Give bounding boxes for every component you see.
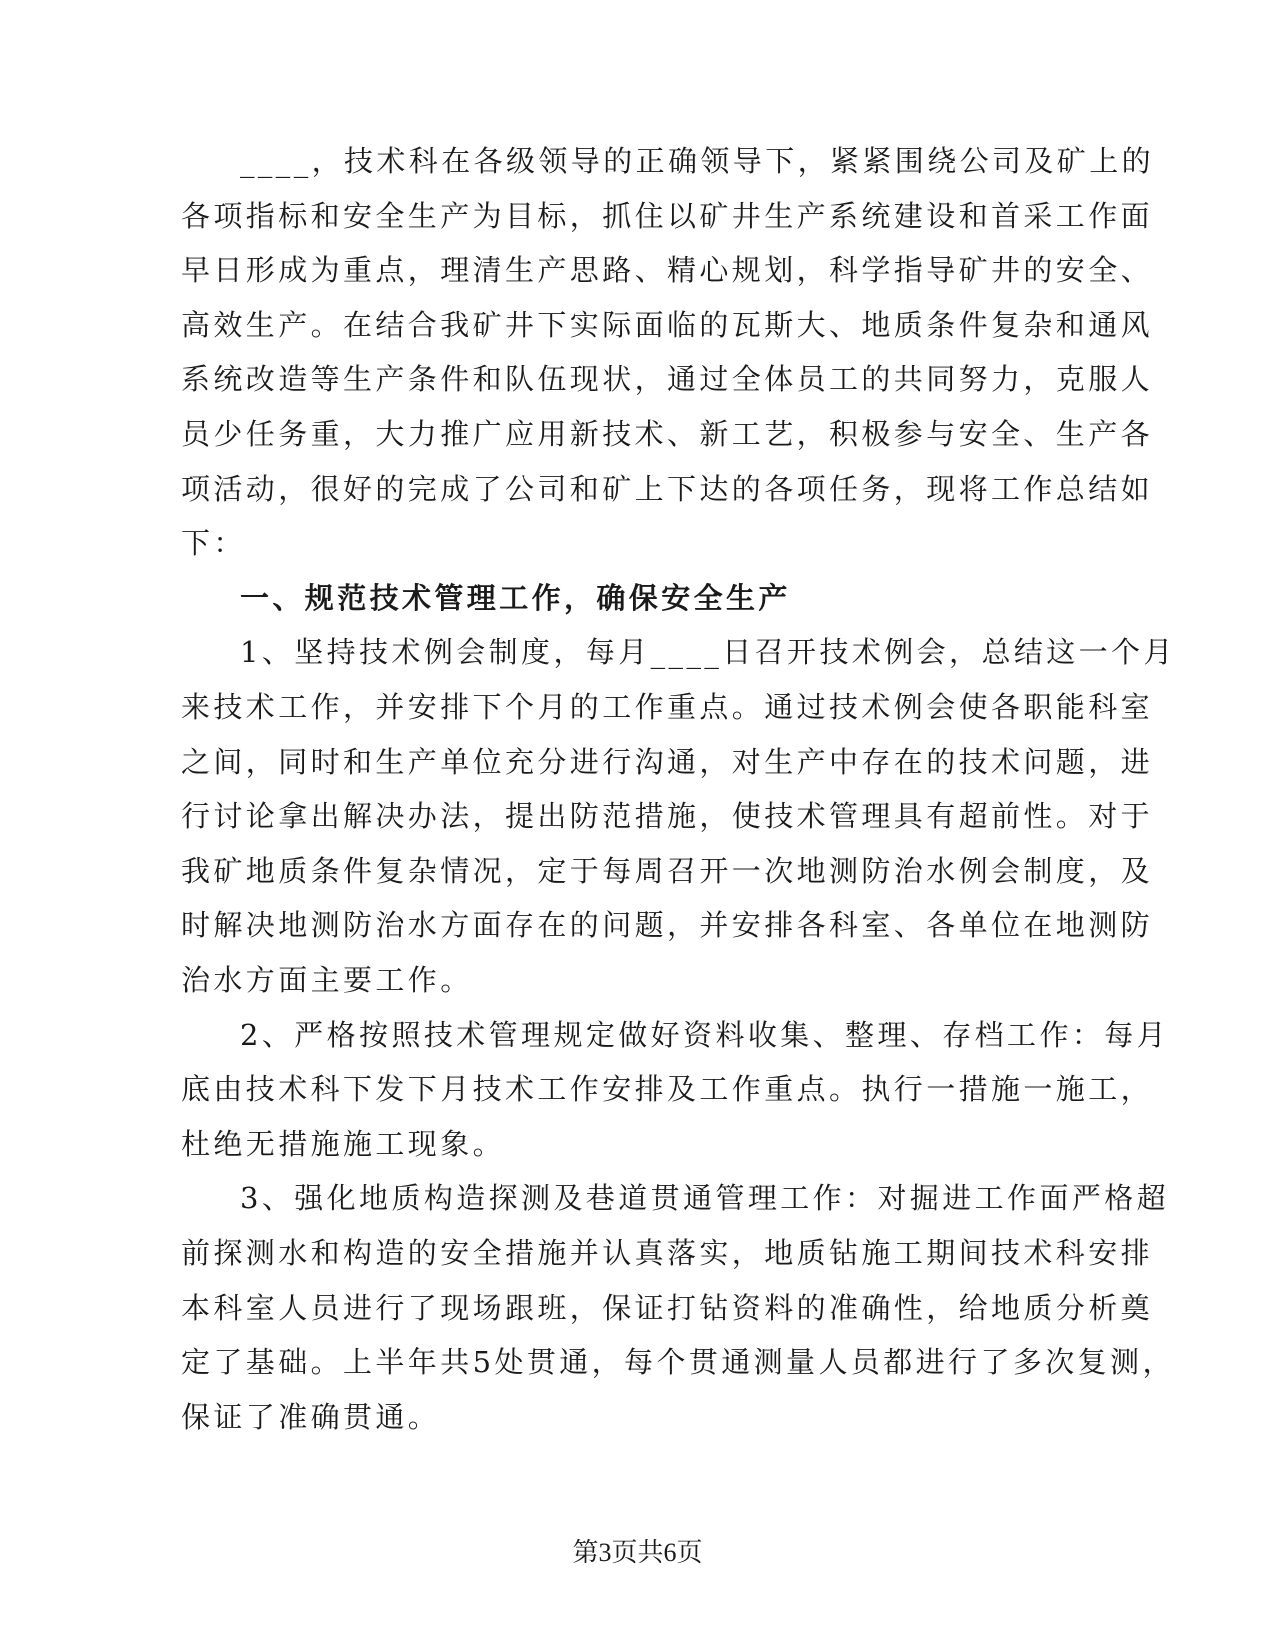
paragraph-line: 1、坚持技术例会制度，每月____日召开技术例会，总结这一个月 — [240, 635, 1176, 670]
paragraph-line: 保证了准确贯通。 — [181, 1399, 441, 1434]
paragraph-line: 我矿地质条件复杂情况，定于每周召开一次地测防治水例会制度，及 — [181, 853, 1154, 888]
paragraph-line: 底由技术科下发下月技术工作安排及工作重点。执行一措施一施工， — [181, 1072, 1154, 1107]
paragraph-line: 2、严格按照技术管理规定做好资料收集、整理、存档工作：每月 — [240, 1017, 1170, 1052]
paragraph-line: 各项指标和安全生产为目标，抓住以矿井生产系统建设和首采工作面 — [181, 198, 1154, 233]
paragraph-line: 前探测水和构造的安全措施并认真落实，地质钻施工期间技术科安排 — [181, 1236, 1154, 1270]
paragraph-line: 高效生产。在结合我矿井下实际面临的瓦斯大、地质条件复杂和通风 — [181, 307, 1154, 342]
paragraph-line: 时解决地测防治水方面存在的问题，并安排各科室、各单位在地测防 — [181, 908, 1154, 943]
paragraph-line: 3、强化地质构造探测及巷道贯通管理工作：对掘进工作面严格超 — [240, 1181, 1170, 1216]
paragraph-line: 定了基础。上半年共5处贯通，每个贯通测量人员都进行了多次复测， — [181, 1345, 1175, 1380]
paragraph-line: 之间，同时和生产单位充分进行沟通，对生产中存在的技术问题，进 — [181, 744, 1154, 779]
paragraph-line: ____，技术科在各级领导的正确领导下，紧紧围绕公司及矿上的 — [240, 144, 1155, 178]
page-number: 第3页共6页 — [572, 1538, 703, 1567]
paragraph-line: 系统改造等生产条件和队伍现状，通过全体员工的共同努力，克服人 — [181, 362, 1154, 397]
paragraph-line: 来技术工作，并安排下个月的工作重点。通过技术例会使各职能科室 — [181, 690, 1154, 724]
paragraph-line: 行讨论拿出解决办法，提出防范措施，使技术管理具有超前性。对于 — [181, 799, 1154, 834]
paragraph-line: 下： — [181, 526, 246, 561]
paragraph-line: 早日形成为重点，理清生产思路、精心规划，科学指导矿井的安全、 — [181, 253, 1154, 288]
paragraph-line: 员少任务重，大力推广应用新技术、新工艺，积极参与安全、生产各 — [181, 417, 1154, 451]
paragraph-line: 本科室人员进行了现场跟班，保证打钻资料的准确性，给地质分析奠 — [181, 1290, 1154, 1325]
section-heading: 一、规范技术管理工作，确保安全生产 — [240, 580, 791, 615]
paragraph-line: 杜绝无措施施工现象。 — [181, 1126, 506, 1161]
paragraph-line: 治水方面主要工作。 — [181, 963, 473, 997]
paragraph-line: 项活动，很好的完成了公司和矿上下达的各项任务，现将工作总结如 — [181, 471, 1154, 506]
